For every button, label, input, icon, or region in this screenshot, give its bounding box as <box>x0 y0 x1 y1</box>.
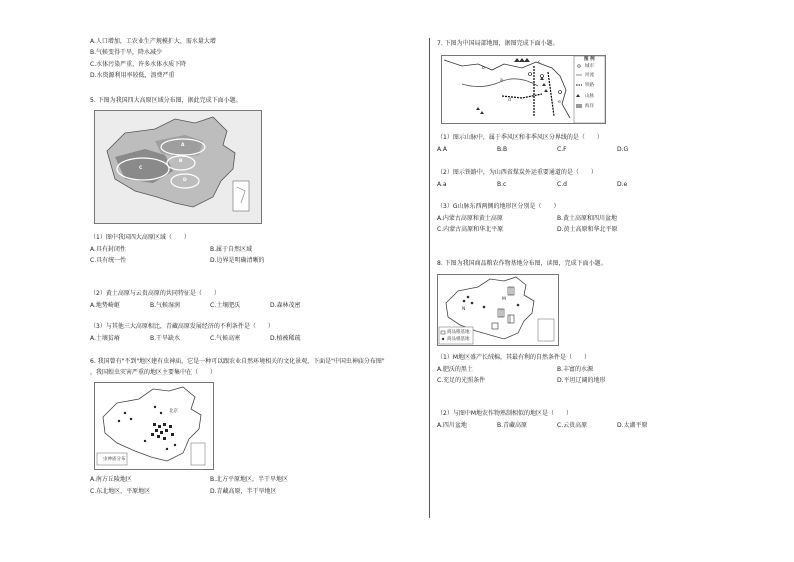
q7-legend-railway: 铁路 <box>585 83 594 88</box>
q7-2-option-b: B.c <box>497 181 507 188</box>
q5-1-option-a: A.具有封闭性 <box>90 246 126 253</box>
q5-3-option-a: A.土壤贫瘠 <box>90 335 120 342</box>
q6-option-d: D.青藏高原，半干旱地区 <box>210 488 277 495</box>
q5-3-option-c: C.气候高寒 <box>210 335 241 342</box>
q8-1-option-a: A.肥沃的黑土 <box>437 366 473 373</box>
q5-1-option-d: D.边界是明确清晰的 <box>210 257 265 264</box>
q7-3-stem: （3）G山脉东西两侧的地形区分别是（ ） <box>437 203 560 210</box>
q7-legend-city: 城市 <box>585 64 594 69</box>
q8-stem: 8. 下图为我国商品粮农作物基地分布图，读图，完成下面小题。 <box>437 260 607 267</box>
q8-2-option-d: D.太湖平原 <box>617 422 648 429</box>
q6-stem-line2: ，我国蝗虫灾害严重的地区主要集中在（ ） <box>90 369 217 376</box>
q4-option-d: D.水资源利用率较低，浪费严重 <box>90 72 175 79</box>
q7-1-option-c: C.F <box>557 146 567 153</box>
q7-2-option-c: C.d <box>557 181 567 188</box>
q6-option-b: B.北方平原地区，半干旱地区 <box>210 476 289 483</box>
local-china-map <box>441 55 606 124</box>
q8-2-option-a: A.四川盆地 <box>437 422 467 429</box>
insect-temple-legend: 虫神庙分布 <box>103 457 126 462</box>
q8-1-stem: （1）M地区盛产长绒棉，其最有利的自然条件是（ ） <box>437 354 590 361</box>
q5-1-stem: （1）图中我国四大高原区域（ ） <box>90 234 190 241</box>
q7-legend-title: 图 例 <box>584 57 595 62</box>
local-china-drawing <box>442 56 605 123</box>
q8-2-option-b: B.青藏高原 <box>497 422 528 429</box>
q7-label-d: d <box>508 98 511 103</box>
q7-1-option-d: D.G <box>617 146 629 153</box>
q8-legend-cotton: 商品棉基地 <box>447 337 470 342</box>
q6-option-a: A.南方丘陵地区 <box>90 476 132 483</box>
q7-label-b: b <box>482 66 485 71</box>
q7-label-c: c <box>538 60 541 65</box>
q7-3-option-a: A.内蒙古高原和黄土高原 <box>437 215 503 222</box>
q7-legend-river: 河流 <box>585 73 594 78</box>
q8-label-m: M <box>502 297 506 302</box>
q5-1-option-b: B.属于自然区域 <box>210 246 253 253</box>
q5-3-option-d: D.植被稀疏 <box>270 335 301 342</box>
q8-1-option-b: B.丰富的水源 <box>557 366 594 373</box>
q7-1-stem: （1）图示山脉中，属于季风区和非季风区分界线的是（ ） <box>437 134 603 141</box>
q4-option-b: B.气候变得干旱，降水减少 <box>90 49 163 56</box>
grain-base-map <box>437 274 559 346</box>
q8-2-stem: （2）与图中M地农作物熟制相似的地区是（ ） <box>437 410 572 417</box>
column-divider <box>429 38 430 518</box>
q8-1-option-c: C.充足的光照条件 <box>437 377 486 384</box>
plateau-map <box>94 110 262 224</box>
q5-2-option-b: B.气候湿润 <box>150 302 181 309</box>
q5-2-option-c: C.土壤肥沃 <box>210 302 241 309</box>
q8-label-n: N <box>462 307 466 312</box>
q5-1-option-c: C.具有统一性 <box>90 257 127 264</box>
q7-3-option-d: D.黄土高原和华北平原 <box>557 226 618 233</box>
q7-stem: 7. 下图为中国局部地图，据图完成下面小题。 <box>437 40 559 47</box>
q6-option-c: C.东北地区，平原地区 <box>90 488 151 495</box>
q6-stem-line1: 6. 我国曾有"不到"地区建有虫神庙，它是一种可以跟农业自然环境相关的文化景观，下面是"中国虫神庙分布图" <box>90 358 385 365</box>
q7-1-option-b: B.B <box>497 146 508 153</box>
plateau-label-a: A <box>181 143 185 148</box>
q5-3-stem: （3）与其他三大高原相比，青藏高原发展经济的不利条件是（ ） <box>90 323 274 330</box>
q5-3-option-b: B.干旱缺水 <box>150 335 181 342</box>
q5-2-option-d: D.森林茂密 <box>270 302 301 309</box>
q7-legend-mountain: 山脉 <box>585 94 594 99</box>
beijing-label: 北京 <box>169 409 178 414</box>
q7-label-a: a <box>500 78 503 83</box>
q4-option-a: A.人口增加，工农业生产规模扩大，需水量大增 <box>90 38 216 45</box>
q8-legend-grain: 商品粮基地 <box>447 330 470 335</box>
q7-label-e: e <box>558 100 561 105</box>
q7-3-option-c: C.内蒙古高原和华北平原 <box>437 226 504 233</box>
q4-option-c: C.水体污染严重，许多水体水质下降 <box>90 61 187 68</box>
q5-2-option-a: A.地势崎岖 <box>90 302 120 309</box>
plateau-label-b: B <box>179 159 183 164</box>
q7-2-option-a: A.a <box>437 181 447 188</box>
q5-stem: 5. 下图为我国四大高原区域分布图，据此完成下面小题。 <box>90 97 242 104</box>
q7-1-option-a: A.A <box>437 146 448 153</box>
plateau-label-c: C <box>139 166 143 171</box>
q8-2-option-c: C.云贵高原 <box>557 422 588 429</box>
q7-2-stem: （2）图示铁路中，为山西省煤炭外运重要通道的是（ ） <box>437 169 597 176</box>
q5-2-stem: （2）黄土高原与云贵高原的共同特征是（ ） <box>90 290 220 297</box>
q7-3-option-b: B.黄土高原和四川盆地 <box>557 215 618 222</box>
q7-2-option-d: D.e <box>617 181 628 188</box>
q7-legend-sea: 海洋 <box>585 104 594 109</box>
plateau-label-d: D <box>183 178 187 183</box>
insect-temple-map <box>94 382 214 470</box>
plateau-map-drawing <box>95 111 261 223</box>
q8-1-option-d: D.平坦辽阔的地形 <box>557 377 606 384</box>
